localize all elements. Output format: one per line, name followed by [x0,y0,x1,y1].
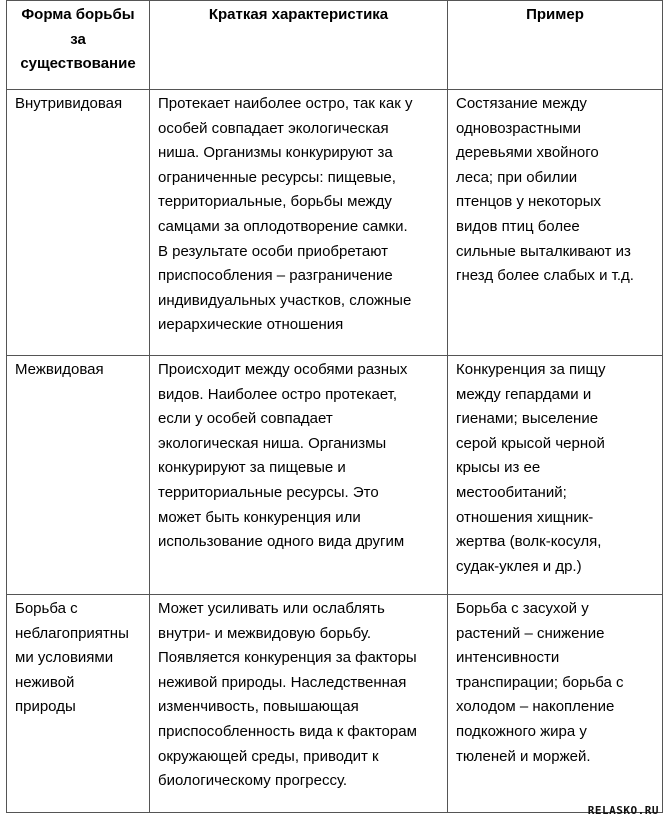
row-example-cell: Борьба с засухой у растений – снижение интенсивности транспирации; борьба с холодом – накопление подкожного жира у тюленей и моржей. [448,595,663,813]
row-example-cell: Конкуренция за пищу между гепардами и гиенами; выселение серой крысой черной крысы из ее местообитаний; отношения хищник- жертва (волк-косуля, судак-уклея и др.) [448,356,663,595]
header-form [7,1,150,90]
table-row [7,356,663,595]
row-description-cell: Может усиливать или ослаблять внутри- и межвидовую борьбу. Появляется конкуренция за факторы неживой природы. Наследственная изменчивость, повышающая приспособленность вида к факторам окружающей среды, приводит к биологическому прогрессу. [150,595,448,813]
row-form-cell: Внутривидовая [7,90,150,356]
header-example-text: Пример [526,6,584,23]
row-description-cell: Происходит между особями разных видов. Наиболее остро протекает, если у особей совпадает экологическая ниша. Организмы конкурируют за пищевые и территориальные ресурсы. Это может быть конкуренция или использование одного вида другим [150,356,448,595]
row-form-cell: Межвидовая [7,356,150,595]
row-form-cell: Борьба с неблагоприятны ми условиями неживой природы [7,595,150,813]
header-form-text: Форма борьбы за существование [20,6,136,73]
header-description [150,1,448,90]
row-description-cell: Протекает наиболее остро, так как у особей совпадает экологическая ниша. Организмы конкурируют за ограниченные ресурсы: пищевые, территориальные, борьбы между самцами за оплодотворение самки. В результате особи приобретают приспособления – разграничение индивидуальных участков, сложные иерархические отношения [150,90,448,356]
header-example [448,1,663,90]
struggle-forms-table [6,0,663,813]
table-row [7,595,663,813]
table-row [7,90,663,356]
watermark-text: RELASKO.RU [587,804,659,817]
header-description-text: Краткая характеристика [208,6,389,23]
header-row [7,1,663,90]
row-example-cell: Состязание между одновозрастными деревьями хвойного леса; при обилии птенцов у некоторых видов птиц более сильные выталкивают из гнезд более слабых и т.д. [448,90,663,356]
